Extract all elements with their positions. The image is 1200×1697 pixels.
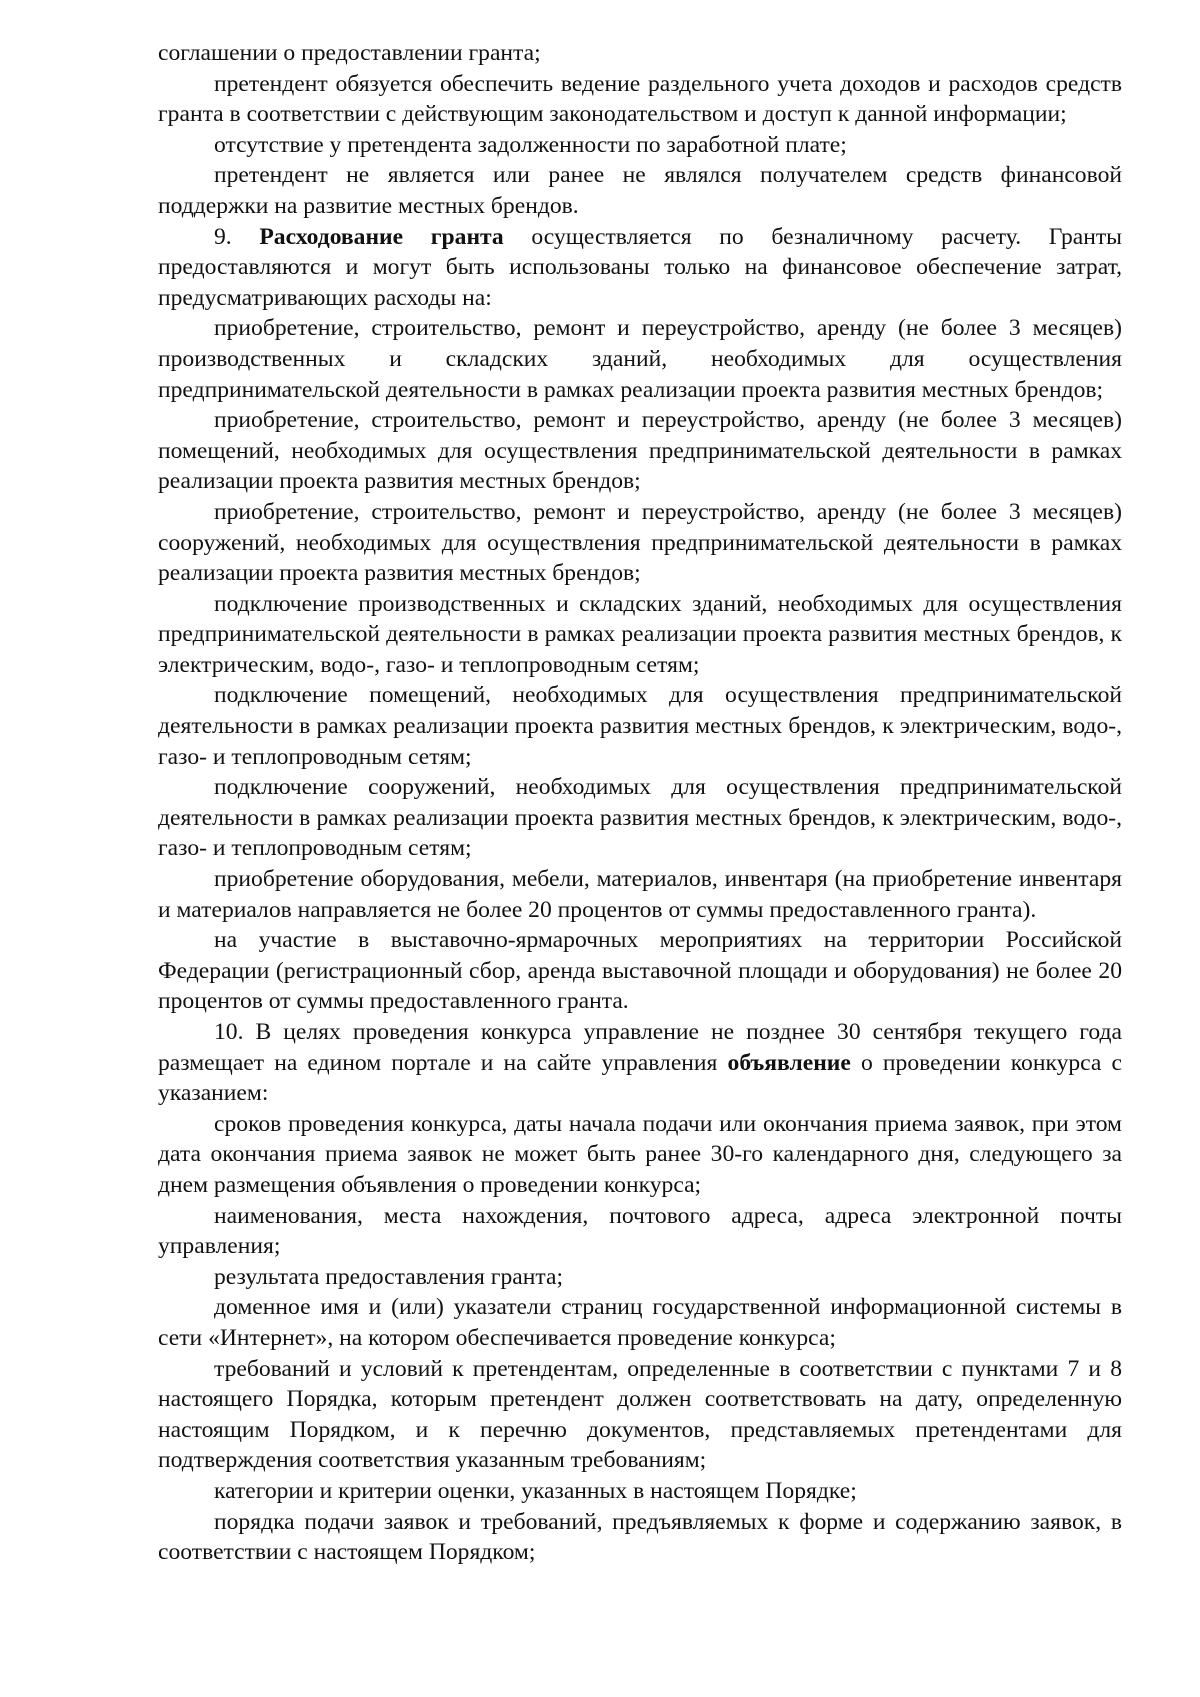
paragraph-connect-buildings: подключение производственных и складских зданий, необходимых для осуществления предпринимательской деятельности в рамках реализации проекта развития местных брендов, к электрическим, водо-, газо- и теплопроводным сетям; bbox=[158, 590, 1122, 678]
paragraph-evaluation-criteria: категории и критерии оценки, указанных в настоящем Порядке; bbox=[214, 1477, 857, 1504]
paragraph-equipment: приобретение оборудования, мебели, материалов, инвентаря (на приобретение инвентаря и материалов направляется не более 20 процентов от суммы предоставленного гранта). bbox=[158, 866, 1122, 923]
paragraph-application-procedure: порядка подачи заявок и требований, предъявляемых к форме и содержанию заявок, в соответствии с настоящем Порядком; bbox=[158, 1508, 1122, 1566]
paragraph-separate-accounting: претендент обязуется обеспечить ведение раздельного учета доходов и расходов средств гранта в соответствии с действующим законодательством и доступ к данной информации; bbox=[158, 70, 1122, 128]
paragraph-requirements: требований и условий к претендентам, определенные в соответствии с пунктами 7 и 8 настоящего Порядка, которым претендент должен соответствовать на дату, определенную настоящим Порядком, и к перечню документов, представляемых претендентами для подтверждения соответствия указанным требованиям; bbox=[158, 1355, 1122, 1474]
item-9-text: осуществляется по безналичному расчету. Гранты предоставляются и могут быть использованы только на финансовое обеспечение затрат, предусматривающих расходы на: bbox=[158, 223, 1122, 311]
paragraph-connect-structures: подключение сооружений, необходимых для осуществления предпринимательской деятельности в рамках реализации проекта развития местных брендов, к электрическим, водо-, газо- и теплопроводным сетям; bbox=[158, 774, 1122, 862]
item-10-text-start: 10. В целях проведения конкурса управление не позднее 30 сентября текущего года размещает на едином портале и на сайте управления bbox=[158, 1019, 1122, 1076]
paragraph-premises: приобретение, строительство, ремонт и переустройство, аренду (не более 3 месяцев) помещений, необходимых для осуществления предпринимательской деятельности в рамках реализации проекта развития местных брендов; bbox=[158, 407, 1122, 495]
paragraph-exhibitions: на участие в выставочно-ярмарочных мероприятиях на территории Российской Федерации (регистрационный сбор, аренда выставочной площади и оборудования) не более 20 процентов от суммы предоставленного гранта. bbox=[158, 927, 1122, 1015]
paragraph-department-address: наименования, места нахождения, почтового адреса, адреса электронной почты управления; bbox=[158, 1202, 1122, 1260]
paragraph-structures: приобретение, строительство, ремонт и переустройство, аренду (не более 3 месяцев) сооружений, необходимых для осуществления предпринимательской деятельности в рамках реализации проекта развития местных брендов; bbox=[158, 498, 1122, 587]
paragraph-item-9 bbox=[158, 222, 1122, 314]
paragraph-domain-name: доменное имя и (или) указатели страниц государственной информационной системы в сети «Интернет», на котором обеспечивается проведение конкурса; bbox=[158, 1294, 1122, 1351]
paragraph-production-buildings: приобретение, строительство, ремонт и переустройство, аренду (не более 3 месяцев) производственных и складских зданий, необходимых для осуществления предпринимательской деятельности в рамках реализации проекта развития местных брендов; bbox=[158, 315, 1122, 403]
item-10-text-end: о проведении конкурса с указанием: bbox=[158, 1049, 1122, 1107]
item-10-bold-term: объявление bbox=[727, 1049, 851, 1076]
paragraph-contest-dates: сроков проведения конкурса, даты начала подачи или окончания приема заявок, при этом дата окончания приема заявок не может быть ранее 30-го календарного дня, следующего за днем размещения объявления о проведении конкурса; bbox=[158, 1110, 1122, 1198]
document-page bbox=[158, 38, 1122, 1568]
paragraph-connect-premises: подключение помещений, необходимых для осуществления предпринимательской деятельности в рамках реализации проекта развития местных брендов, к электрическим, водо-, газо- и теплопроводным сетям; bbox=[158, 682, 1122, 770]
paragraph-not-previous-recipient: претендент не является или ранее не являлся получателем средств финансовой поддержки на развитие местных брендов. bbox=[158, 162, 1122, 219]
paragraph-grant-result: результата предоставления гранта; bbox=[214, 1263, 563, 1290]
item-9-number: 9. bbox=[214, 223, 260, 250]
paragraph-item-10 bbox=[158, 1017, 1122, 1109]
paragraph-no-wage-debt: отсутствие у претендента задолженности по заработной плате; bbox=[214, 131, 847, 158]
paragraph-continuation: соглашении о предоставлении гранта; bbox=[158, 40, 541, 66]
item-9-bold-term: Расходование гранта bbox=[259, 223, 504, 250]
